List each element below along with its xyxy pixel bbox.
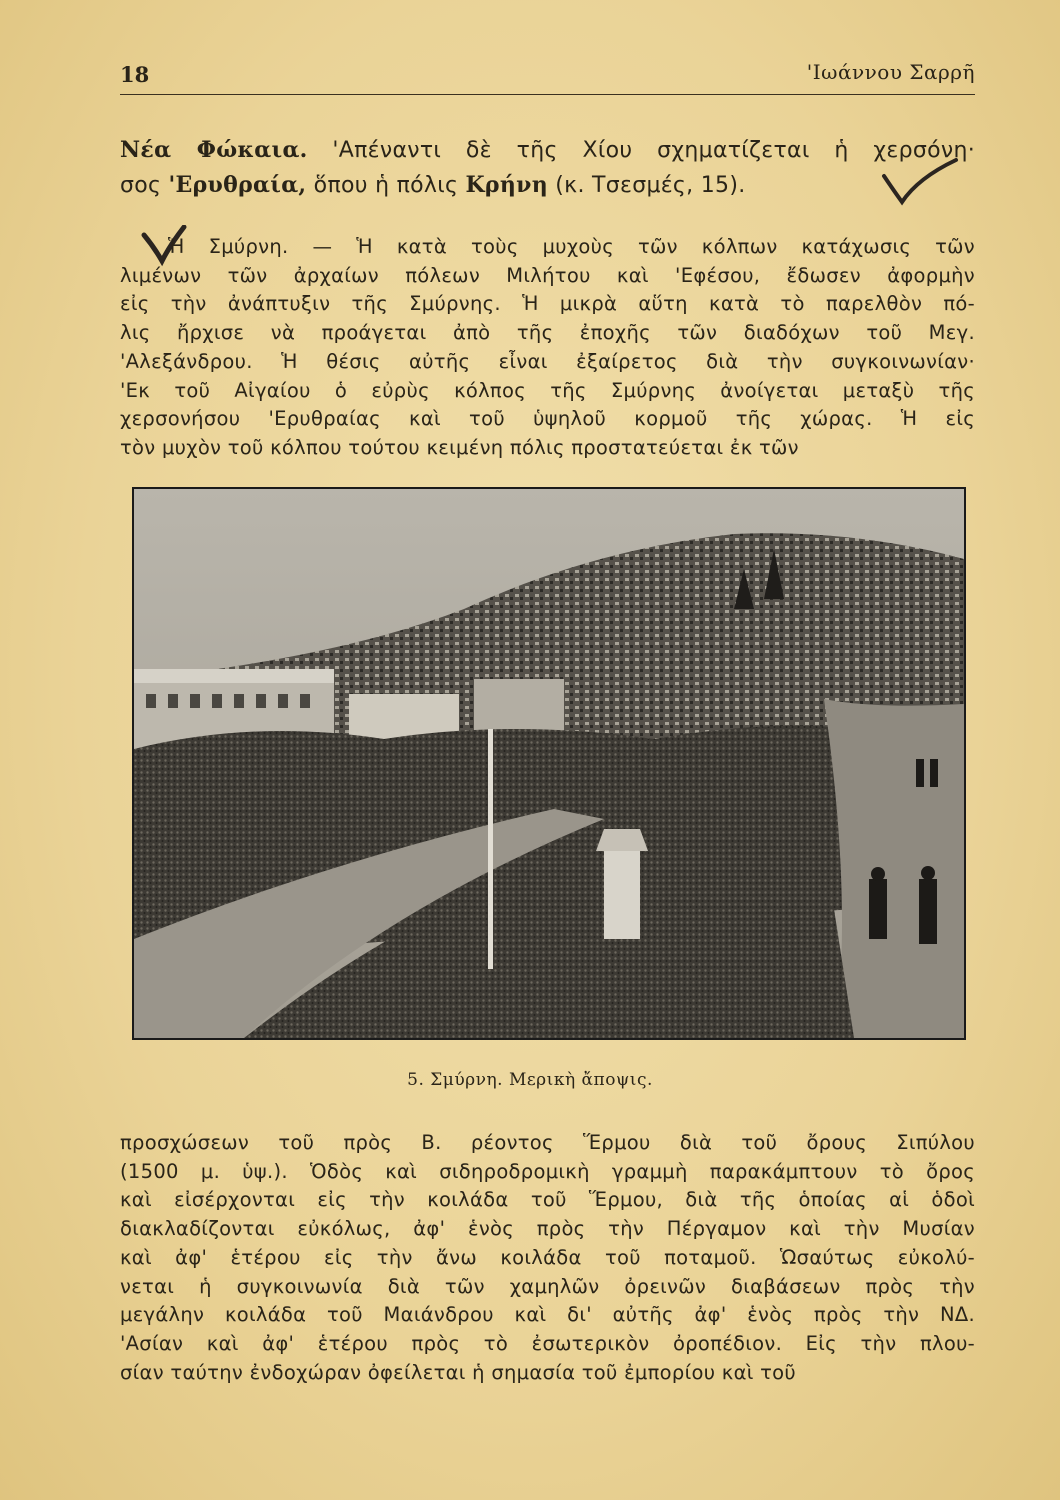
text-line: τὸν μυχὸν τοῦ κόλπου τούτου κειμένη πόλις προστατεύεται ἐκ τῶν (120, 435, 799, 459)
page-number: 18 (120, 62, 150, 87)
paragraph-continuation (120, 1129, 975, 1387)
text-line: λις ἤρχισε νὰ προάγεται ἀπὸ τῆς ἐποχῆς τῶν διαδόχων τοῦ Μεγ. (120, 321, 975, 345)
bold-term: Κρήνη (465, 172, 548, 198)
text-line: λιμένων τῶν ἀρχαίων πόλεων Μιλήτου καὶ 'Εφέσου, ἔδωσεν ἀφορμὴν (120, 263, 975, 287)
text-line: νεται ἡ συγκοινωνία διὰ τῶν χαμηλῶν ὀρεινῶν διαβάσεων πρὸς τὴν (120, 1274, 975, 1298)
text-line: σίαν ταύτην ἐνδοχώραν ὀφείλεται ἡ σημασία τοῦ ἐμπορίου καὶ τοῦ (120, 1360, 796, 1384)
text-line: εἰς τὴν ἀνάπτυξιν τῆς Σμύρνης. Ἡ μικρὰ αὕτη κατὰ τὸ παρελθὸν πό- (120, 292, 975, 316)
text-line: καὶ εἰσέρχονται εἰς τὴν κοιλάδα τοῦ Ἕρμου, διὰ τῆς ὁποίας αἱ ὁδοὶ (120, 1188, 975, 1212)
running-head: 'Ιωάννου Σαρρῆ (806, 60, 975, 84)
text-line: διακλαδίζονται εὐκόλως, ἀφ' ἑνὸς πρὸς τὴν Πέργαμον καὶ τὴν Μυσίαν (120, 1217, 975, 1241)
page-header (120, 58, 975, 95)
figure-caption: 5. Σμύρνη. Μερικὴ ἄποψις. (407, 1070, 653, 1090)
photograph-smyrna-view (132, 487, 966, 1040)
text-line: Ἡ Σμύρνη. — Ἡ κατὰ τοὺς μυχοὺς τῶν κόλπων κατάχωσις τῶν (168, 235, 975, 258)
text-run: (κ. Τσεσμές, 15). (548, 173, 746, 198)
paragraph-nea-fokaia (120, 133, 975, 203)
text-run: 'Απέναντι δὲ τῆς Χίου σχηματίζεται ἡ χερσόνη· (307, 138, 975, 163)
paragraph-smyrni (120, 233, 975, 463)
bold-term: Νέα Φώκαια. (120, 137, 308, 163)
text-line: (1500 μ. ὑψ.). Ὁδὸς καὶ σιδηροδρομικὴ γραμμὴ παρακάμπτουν τὸ ὄρος (120, 1159, 975, 1183)
text-line: 'Ασίαν καὶ ἀφ' ἑτέρου πρὸς τὸ ἐσωτερικὸν ὀροπέδιον. Εἰς τὴν πλου- (120, 1331, 975, 1355)
text-line (120, 133, 975, 168)
text-line (120, 168, 975, 203)
handwritten-checkmark-icon (880, 158, 960, 208)
bold-term: 'Ερυθραία, (168, 172, 307, 198)
text-line: χερσονήσου 'Ερυθραίας καὶ τοῦ ὑψηλοῦ κορμοῦ τῆς χώρας. Ἡ εἰς (120, 407, 975, 431)
text-line: προσχώσεων τοῦ πρὸς Β. ρέοντος Ἕρμου διὰ τοῦ ὄρους Σιπύλου (120, 1131, 975, 1154)
text-line: μεγάλην κοιλάδα τοῦ Μαιάνδρου καὶ δι' αὐτῆς ἀφ' ἑνὸς πρὸς τὴν ΝΔ. (120, 1303, 975, 1327)
text-run: ὅπου ἡ πόλις (306, 173, 466, 198)
text-line: 'Εκ τοῦ Αἰγαίου ὁ εὐρὺς κόλπος τῆς Σμύρνης ἀνοίγεται μεταξὺ τῆς (120, 378, 975, 402)
text-line: καὶ ἀφ' ἑτέρου εἰς τὴν ἄνω κοιλάδα τοῦ ποταμοῦ. Ὡσαύτως εὐκολύ- (120, 1245, 975, 1269)
text-line: 'Αλεξάνδρου. Ἡ θέσις αὐτῆς εἶναι ἐξαίρετος διὰ τὴν συγκοινωνίαν· (120, 349, 975, 373)
text-run: σος (120, 173, 169, 198)
